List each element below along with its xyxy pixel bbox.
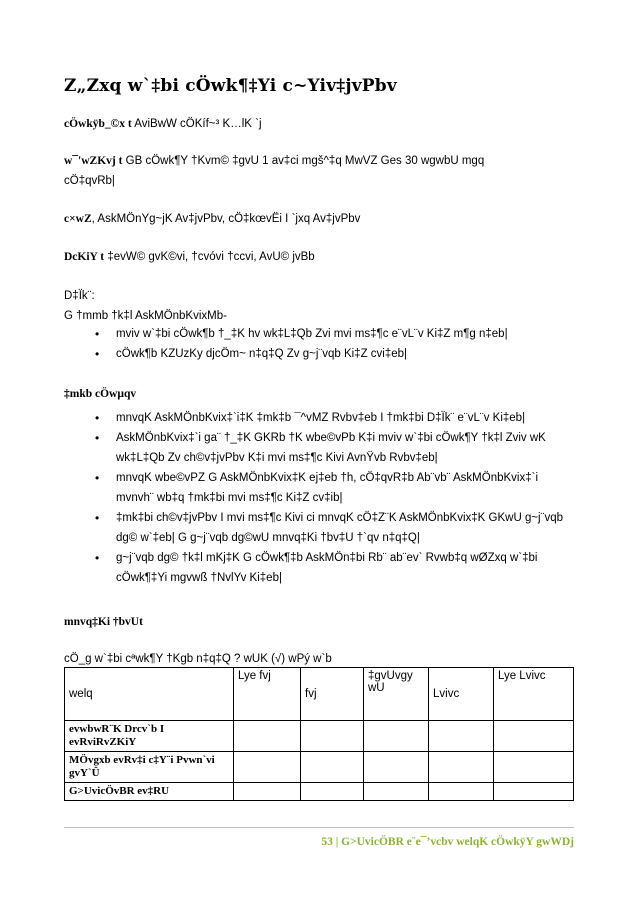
duration-continued: cÖ‡qvRb| — [64, 175, 115, 187]
participants-label: cÖwkÿb_©x t — [64, 118, 132, 130]
rating-cell[interactable] — [301, 721, 364, 752]
list-item: • mnvqK wbe©vPZ G AskMÖnbKvix‡K ej‡eb †h, cÖ‡qvR‡b Ab¨vb¨ AskMÖnbKvix‡`i mvnvh¨ wb‡q †mk‡bi mvi ms‡¶c Ki‡Z cv‡ib| — [64, 468, 576, 508]
row-label: MÖvgxb evRv‡i c‡Y¨i Pvwn`vi gvY`Û — [65, 752, 234, 783]
header-cell: Lye fvj — [234, 668, 301, 721]
table-row — [65, 752, 574, 783]
table-row — [65, 721, 574, 752]
participants-line — [64, 117, 574, 131]
list-item: • AskMÖnbKvix‡`i ga¨ †_‡K GKRb †K wbe©vPb K‡i mviv w`‡bi cÖwk¶Y †k‡l Zviv wK wk‡L‡Qb Zv ch©v‡jvPbv K‡i mvi ms‡¶c Kivi AvnŸvb Rvbv‡eb| — [64, 428, 576, 468]
objective-heading: D‡Ïk¨: — [64, 290, 95, 302]
rating-cell[interactable] — [234, 721, 301, 752]
duration-label: w¯'wZKvj t — [64, 155, 123, 167]
duration-line — [64, 154, 574, 168]
evaluation-table — [64, 667, 574, 801]
participants-text: AviBwW cÖKíf~³ K…lK `j — [131, 118, 262, 130]
header-cell: fvj — [301, 668, 364, 721]
materials-label: DcKiY t — [64, 251, 105, 263]
list-item: • g~j¨vqb dg© †k‡l mKj‡K G cÖwk¶‡b AskMÖn‡bi Rb¨ ab¨ev` Rvwb‡q wØZxq w`‡bi cÖwk¶‡Yi mgvwß †NvlYv Ki‡eb| — [64, 548, 576, 588]
list-item: • cÖwk¶b KZUzKy djcÖm~ n‡q‡Q Zv g~j¨vqb Ki‡Z cvi‡eb| — [64, 344, 576, 364]
duration-text: GB cÖwk¶Y †Kvm© ‡gvU 1 av‡ci mgš^‡q MwVZ Ges 30 wgwbU mgq — [122, 155, 485, 167]
rating-cell[interactable] — [494, 752, 574, 783]
rating-cell[interactable] — [301, 752, 364, 783]
page-footer: 53 | G>UvicÖBR e¨e¯’vcbv welqK cÖwkÿY gwWDj — [321, 836, 574, 848]
facilitator-note-heading: mnvq‡Ki †bvUt — [64, 616, 143, 628]
row-label: evwbwR¨K Drcv`b I evRviRvZKiY — [65, 721, 234, 752]
method-line — [64, 212, 574, 226]
objective-list — [64, 324, 576, 364]
page-title: Z„Zxq w`‡bi cÖwk¶‡Yi c~Yiv‡jvPbv — [64, 76, 397, 96]
header-cell: ‡gvUvgy wU — [364, 668, 429, 721]
header-cell: welq — [65, 668, 234, 721]
rating-cell[interactable] — [429, 721, 494, 752]
list-item: • ‡mk‡bi ch©v‡jvPbv I mvi ms‡¶c Kivi ci mnvqK cÖ‡Z¨K AskMÖnbKvix‡K GKwU g~j¨vqb dg© w`‡eb| G g~j¨vqb dg©wU mnvq‡Ki †bv‡U †`qv n‡q‡Q| — [64, 508, 576, 548]
materials-line — [64, 250, 574, 264]
evaluation-intro: cÖ_g w`‡bi cªwk¶Y †Kgb n‡q‡Q ? wUK (√) wPý w`b — [64, 653, 332, 665]
rating-cell[interactable] — [234, 752, 301, 783]
rating-cell[interactable] — [364, 752, 429, 783]
objective-intro: G †mmb †k‡l AskMÖnbKvixMb- — [64, 310, 227, 322]
table-row — [65, 783, 574, 801]
table-header-row — [65, 668, 574, 721]
header-cell: Lye Lvivc — [494, 668, 574, 721]
rating-cell[interactable] — [234, 783, 301, 801]
rating-cell[interactable] — [494, 783, 574, 801]
rating-cell[interactable] — [429, 783, 494, 801]
rating-cell[interactable] — [429, 752, 494, 783]
materials-text: ‡evW© gvK©vi, †cvóvi †ccvi, AvU© jvBb — [104, 251, 315, 263]
method-text: , AskMÖnYg~jK Av‡jvPbv, cÖ‡kœvËi I `jxq Av‡jvPbv — [91, 213, 361, 225]
rating-cell[interactable] — [301, 783, 364, 801]
row-label: G>UvicÖvBR ev‡RU — [65, 783, 234, 801]
rating-cell[interactable] — [364, 721, 429, 752]
session-process-list — [64, 408, 576, 588]
header-cell: Lvivc — [429, 668, 494, 721]
footer-divider — [64, 827, 574, 828]
list-item: • mviv w`‡bi cÖwk¶b †_‡K hv wk‡L‡Qb Zvi mvi ms‡¶c e¨vL¨v Ki‡Z m¶g n‡eb| — [64, 324, 576, 344]
rating-cell[interactable] — [494, 721, 574, 752]
method-label: c×wZ — [64, 213, 92, 225]
session-process-heading: ‡mkb cÖwµqv — [64, 388, 137, 400]
rating-cell[interactable] — [364, 783, 429, 801]
list-item: • mnvqK AskMÖnbKvix‡`i‡K ‡mk‡b ¯^vMZ Rvbv‡eb I †mk‡bi D‡Ïk¨ e¨vL¨v Ki‡eb| — [64, 408, 576, 428]
